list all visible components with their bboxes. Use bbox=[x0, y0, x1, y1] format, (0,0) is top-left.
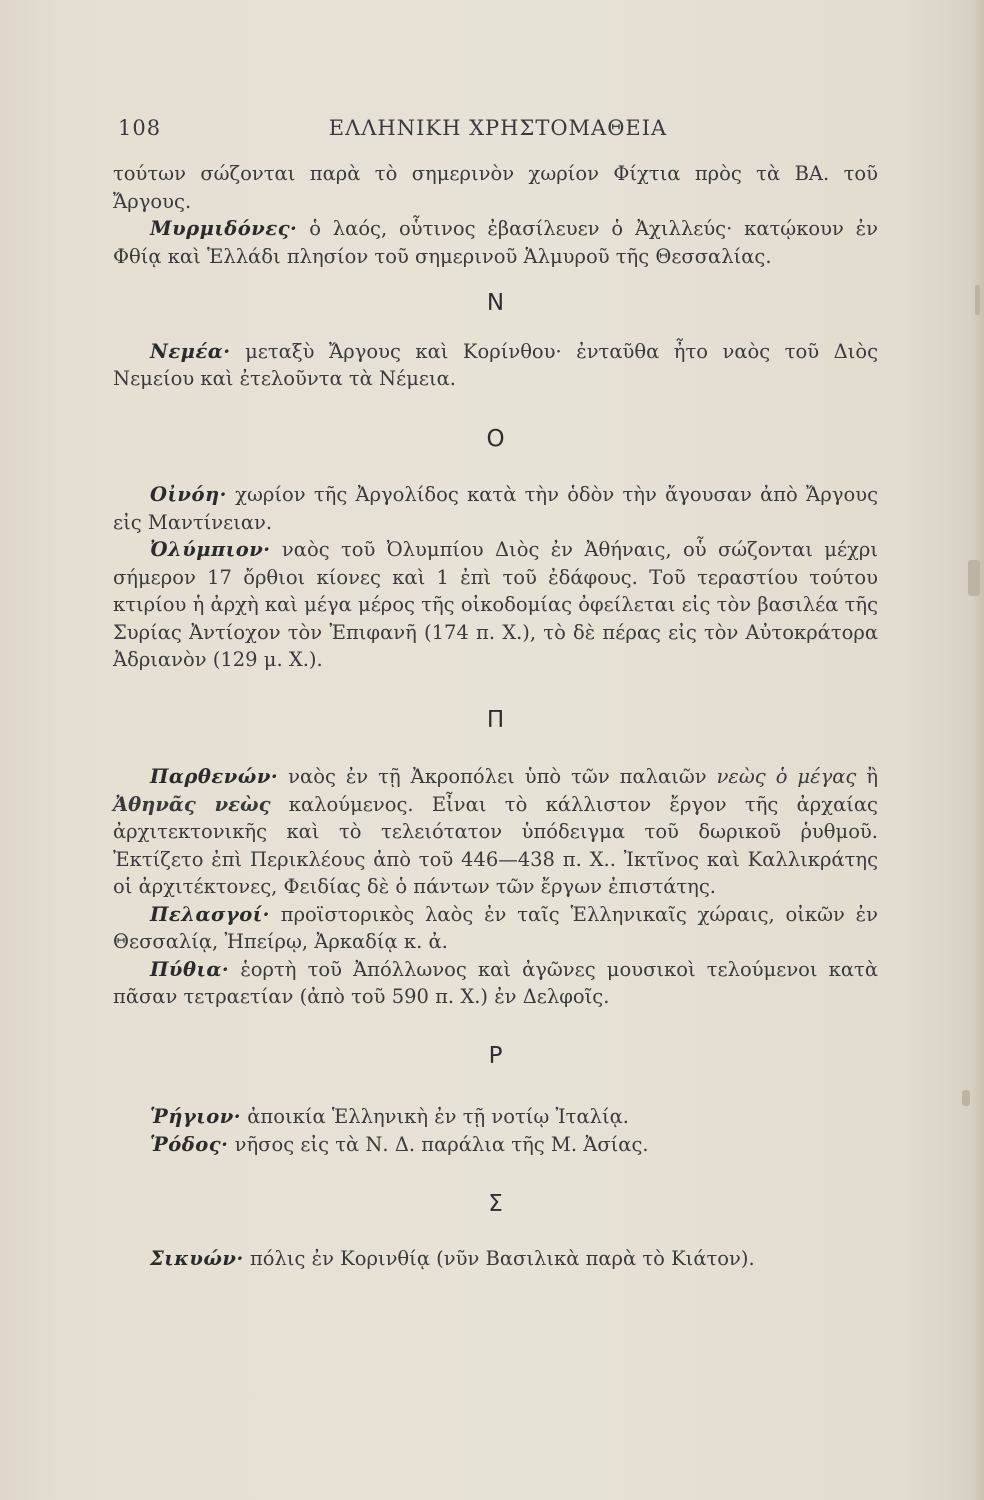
section-letter-p: Π bbox=[486, 706, 505, 733]
entry-term: Ῥόδος· bbox=[150, 1132, 229, 1156]
entry-rhodos bbox=[113, 1131, 878, 1159]
entry-term: Ῥήγιον· bbox=[150, 1105, 242, 1128]
section-letter-n: Ν bbox=[486, 290, 505, 316]
entry-term: Πύθια· bbox=[150, 957, 230, 981]
intro-paragraph: τούτων σώζονται παρὰ τὸ σημερινὸν χωρίον Φίχτια πρὸς τὰ ΒΑ. τοῦ Ἄργους. bbox=[113, 162, 878, 213]
entry-olympion bbox=[113, 536, 878, 674]
entry-pelasgoi bbox=[113, 901, 878, 956]
entry-oinoe bbox=[113, 481, 878, 536]
entry-term: Μυρμιδόνες· bbox=[150, 217, 298, 240]
entry-text: καλούμενος. Εἶναι τὸ κάλλιστον ἔργον τῆς ἀρχαίας ἀρχιτεκτονικῆς καὶ τὸ τελειότατον ὑπόδειγμα τοῦ δωρικοῦ ῥυθμοῦ. Ἐκτίζετο ἐπὶ Περικλέους ἀπὸ τοῦ 446—438 π. Χ.. Ἰκτῖνος καὶ Καλλικράτης οἱ ἀρχιτέκτονες, Φειδίας δὲ ὁ πάντων τῶν ἔργων ἐπιστάτης. bbox=[113, 792, 878, 898]
book-title: ΕΛΛΗΝΙΚΗ ΧΡΗΣΤΟΜΑΘΕΙΑ bbox=[328, 116, 668, 140]
entry-term: Ὀλύμπιον· bbox=[150, 538, 271, 561]
edge-mark bbox=[975, 285, 980, 315]
entry-text: ἑορτὴ τοῦ Ἀπόλλωνος καὶ ἀγῶνες μουσικοὶ τελούμενοι κατὰ πᾶσαν τετραετίαν (ἀπὸ τοῦ 590 π. Χ.) ἐν Δελφοῖς. bbox=[113, 957, 878, 1008]
entry-term: Παρθενών· bbox=[150, 765, 279, 788]
edge-mark bbox=[968, 560, 980, 596]
entry-text: ἀποικία Ἑλληνικὴ ἐν τῇ νοτίῳ Ἰταλίᾳ. bbox=[241, 1105, 630, 1128]
entry-text: ἢ bbox=[856, 765, 878, 788]
entry-rhegion bbox=[113, 1103, 878, 1131]
section-letter-o: Ο bbox=[486, 425, 505, 452]
entry-italic-phrase: νεὼς ὁ μέγας bbox=[716, 765, 857, 788]
entry-nemea bbox=[113, 338, 878, 393]
entry-italic-phrase: Ἀθηνᾶς νεὼς bbox=[113, 792, 271, 816]
entry-myrmidones bbox=[113, 215, 878, 270]
entry-text: πόλις ἐν Κορινθίᾳ (νῦν Βασιλικὰ παρὰ τὸ Κιάτον). bbox=[243, 1246, 755, 1270]
entry-parthenon bbox=[113, 763, 878, 901]
entry-text: προϊστορικὸς λαὸς ἐν ταῖς Ἑλληνικαῖς χώραις, οἰκῶν ἐν Θεσσαλίᾳ, Ἠπείρῳ, Ἀρκαδίᾳ κ. ἀ. bbox=[113, 902, 878, 953]
glossary-body bbox=[113, 160, 878, 1272]
entry-pythia bbox=[113, 956, 878, 1011]
section-letter-r: Ρ bbox=[488, 1042, 503, 1069]
entry-text: ναὸς τοῦ Ὀλυμπίου Διὸς ἐν Ἀθήναις, οὗ σώζονται μέχρι σήμερον 17 ὄρθιοι κίονες καὶ 1 ἐπὶ τοῦ ἐδάφους. Τοῦ τεραστίου τούτου κτιρίου ἡ ἀρχὴ καὶ μέγα μέρος τῆς οἰκοδομίας ὀφείλεται εἰς τὸν βασιλέα τῆς Συρίας Ἀντίοχον τὸν Ἐπιφανῆ (174 π. Χ.), τὸ δὲ πέρας εἰς τὸν Αὐτοκράτορα Ἀδριανὸν (129 μ. Χ.). bbox=[113, 538, 878, 671]
entry-term: Σικυών· bbox=[150, 1246, 244, 1270]
entry-text: νῆσος εἰς τὰ Ν. Δ. παράλια τῆς Μ. Ἀσίας. bbox=[228, 1132, 649, 1156]
page-number: 108 bbox=[118, 116, 162, 140]
entry-term: Νεμέα· bbox=[150, 339, 231, 363]
entry-term: Οἰνόη· bbox=[150, 483, 227, 506]
entry-term: Πελασγοί· bbox=[150, 902, 270, 926]
entry-text: μεταξὺ Ἄργους καὶ Κορίνθου· ἐνταῦθα ἦτο ναὸς τοῦ Διὸς Νεμείου καὶ ἐτελοῦντα τὰ Νέμεια. bbox=[113, 339, 878, 390]
entry-sikyon bbox=[113, 1245, 878, 1273]
entry-text: χωρίον τῆς Ἀργολίδος κατὰ τὴν ὁδὸν τὴν ἄγουσαν ἀπὸ Ἄργους εἰς Μαντίνειαν. bbox=[113, 483, 878, 534]
edge-mark bbox=[962, 1090, 970, 1106]
entry-text: ὁ λαός, οὗτινος ἐβασίλευεν ὁ Ἀχιλλεύς· κατῴκουν ἐν Φθίᾳ καὶ Ἑλλάδι πλησίον τοῦ σημερινοῦ Ἁλμυροῦ τῆς Θεσσαλίας. bbox=[113, 217, 878, 268]
entry-text: ναὸς ἐν τῇ Ἀκροπόλει ὑπὸ τῶν παλαιῶν bbox=[278, 765, 717, 788]
section-letter-s: Σ bbox=[488, 1191, 503, 1217]
running-header bbox=[118, 116, 878, 146]
page-edge bbox=[970, 0, 984, 1500]
